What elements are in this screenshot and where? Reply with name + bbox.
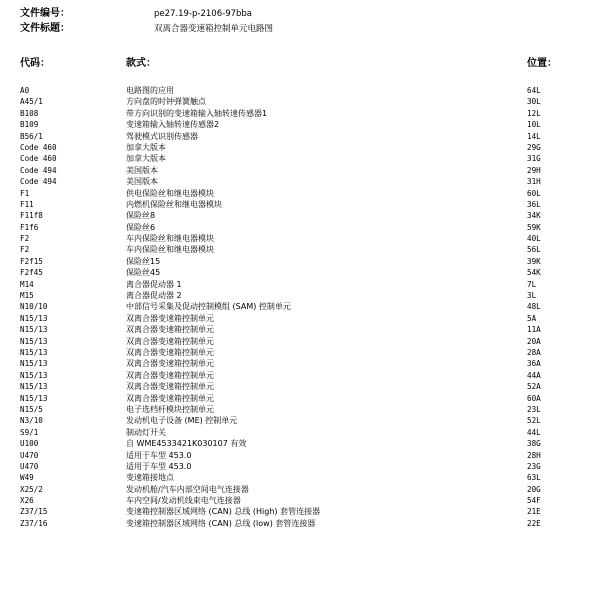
header-code: 代码： — [20, 58, 50, 69]
component-position: 5A — [527, 313, 537, 323]
component-code: N15/5 — [20, 404, 43, 414]
header-model: 款式： — [126, 58, 156, 69]
component-position: 39K — [527, 256, 541, 266]
component-position: 48L — [527, 302, 541, 312]
component-position: 59K — [527, 222, 541, 232]
table-row — [0, 85, 601, 96]
component-code: X26 — [20, 496, 34, 506]
component-code: B56/1 — [20, 131, 43, 141]
table-row — [0, 461, 601, 472]
component-position: 10L — [527, 120, 541, 130]
component-description: 双离合器变速箱控制单元 — [126, 336, 214, 346]
component-code: N15/13 — [20, 313, 48, 323]
component-description: 变速箱接地点 — [126, 473, 174, 483]
component-code: N15/13 — [20, 347, 48, 357]
table-row — [0, 222, 601, 233]
component-description: 变速箱输入轴转速传感器2 — [126, 120, 220, 130]
component-position: 60A — [527, 393, 541, 403]
component-code: Code 460 — [20, 142, 57, 152]
component-code: U470 — [20, 461, 39, 471]
table-row — [0, 256, 601, 267]
component-description: 双离合器变速箱控制单元 — [126, 325, 214, 335]
table-row — [0, 290, 601, 301]
component-description: 保险丝8 — [126, 211, 156, 221]
component-description: 双离合器变速箱控制单元 — [126, 393, 214, 403]
table-row — [0, 358, 601, 369]
component-description: 双离合器变速箱控制单元 — [126, 382, 214, 392]
table-row — [0, 188, 601, 199]
table-row — [0, 415, 601, 426]
table-row — [0, 347, 601, 358]
table-row — [0, 131, 601, 142]
component-position: 12L — [527, 108, 541, 118]
table-row — [0, 279, 601, 290]
component-description: 车内保险丝和继电器模块 — [126, 234, 214, 244]
component-description: 自 WME4533421K030107 有效 — [126, 439, 247, 449]
component-description: 加拿大版本 — [126, 142, 166, 152]
component-position: 40L — [527, 234, 541, 244]
table-row — [0, 427, 601, 438]
component-code: Z37/15 — [20, 507, 48, 517]
table-row — [0, 438, 601, 449]
component-position: 20A — [527, 336, 541, 346]
component-description: 车内空间/发动机线束电气连接器 — [126, 496, 241, 506]
component-description: 方向盘的时钟弹簧触点 — [126, 97, 206, 107]
component-description: 车内保险丝和继电器模块 — [126, 245, 214, 255]
table-row — [0, 119, 601, 130]
table-row — [0, 506, 601, 517]
component-description: 电子选档杆模块控制单元 — [126, 404, 214, 414]
table-row — [0, 142, 601, 153]
component-description: 双离合器变速箱控制单元 — [126, 359, 214, 369]
component-description: 制动灯开关 — [126, 427, 166, 437]
component-code: N10/10 — [20, 302, 48, 312]
component-description: 美国版本 — [126, 177, 158, 187]
component-position: 20G — [527, 484, 541, 494]
table-row — [0, 96, 601, 107]
component-code: S9/1 — [20, 427, 39, 437]
component-position: 7L — [527, 279, 537, 289]
component-code: U470 — [20, 450, 39, 460]
component-table — [0, 85, 601, 529]
component-code: M15 — [20, 291, 34, 301]
component-code: B109 — [20, 120, 39, 130]
component-code: F1 — [20, 188, 30, 198]
component-position: 54F — [527, 496, 541, 506]
component-code: B108 — [20, 108, 39, 118]
component-position: 44L — [527, 427, 541, 437]
component-position: 29G — [527, 142, 541, 152]
component-code: F2f45 — [20, 268, 43, 278]
component-position: 23G — [527, 461, 541, 471]
component-description: 双离合器变速箱控制单元 — [126, 347, 214, 357]
component-code: Code 494 — [20, 177, 57, 187]
component-code: N15/13 — [20, 336, 48, 346]
table-row — [0, 244, 601, 255]
component-code: N15/13 — [20, 382, 48, 392]
component-code: N15/13 — [20, 359, 48, 369]
component-description: 美国版本 — [126, 165, 158, 175]
component-description: 双离合器变速箱控制单元 — [126, 370, 214, 380]
component-description: 中部信号采集及促动控制模组 (SAM) 控制单元 — [126, 302, 291, 312]
component-position: 54K — [527, 268, 541, 278]
component-position: 30L — [527, 97, 541, 107]
table-row — [0, 233, 601, 244]
component-description: 双离合器变速箱控制单元 — [126, 313, 214, 323]
file-number-label: 文件编号： — [20, 8, 70, 19]
component-code: F11 — [20, 199, 34, 209]
component-position: 28A — [527, 347, 541, 357]
table-row — [0, 176, 601, 187]
component-position: 11A — [527, 325, 541, 335]
component-position: 14L — [527, 131, 541, 141]
component-code: F2f15 — [20, 256, 43, 266]
component-description: 保险丝45 — [126, 268, 161, 278]
component-code: F2 — [20, 245, 30, 255]
component-code: A45/1 — [20, 97, 43, 107]
table-row — [0, 153, 601, 164]
table-row — [0, 370, 601, 381]
component-position: 64L — [527, 86, 541, 95]
table-row — [0, 165, 601, 176]
file-number-value: pe27.19-p-2106-97bba — [154, 9, 253, 19]
component-code: N15/13 — [20, 370, 48, 380]
component-position: 31H — [527, 177, 541, 187]
file-title-value: 双离合器变速箱控制单元电路图 — [154, 24, 274, 34]
table-row — [0, 393, 601, 404]
component-position: 36A — [527, 359, 541, 369]
component-position: 56L — [527, 245, 541, 255]
table-row — [0, 313, 601, 324]
component-description: 适用于车型 453.0 — [126, 450, 192, 460]
component-code: N15/13 — [20, 325, 48, 335]
component-position: 21E — [527, 507, 541, 517]
component-position: 63L — [527, 473, 541, 483]
component-code: N3/10 — [20, 416, 43, 426]
component-code: F2 — [20, 234, 30, 244]
component-description: 内燃机保险丝和继电器模块 — [126, 199, 222, 209]
component-code: F1f6 — [20, 222, 39, 232]
component-description: 驾驶模式识别传感器 — [126, 131, 198, 141]
component-position: 52L — [527, 416, 541, 426]
table-row — [0, 381, 601, 392]
component-code: Code 460 — [20, 154, 57, 164]
file-title-label: 文件标题： — [20, 23, 70, 34]
table-row — [0, 210, 601, 221]
component-description: 变速箱控制器区域网络 (CAN) 总线 (low) 套管连接器 — [126, 518, 316, 528]
header-position: 位置： — [527, 58, 557, 69]
table-row — [0, 404, 601, 415]
component-description: 保险丝6 — [126, 222, 156, 232]
table-row — [0, 199, 601, 210]
table-row — [0, 336, 601, 347]
component-description: 适用于车型 453.0 — [126, 461, 192, 471]
component-code: W49 — [20, 473, 34, 483]
table-row — [0, 324, 601, 335]
component-position: 3L — [527, 291, 537, 301]
component-position: 36L — [527, 199, 541, 209]
table-row — [0, 484, 601, 495]
table-row — [0, 495, 601, 506]
component-description: 发动机舱/汽车内部空间电气连接器 — [126, 484, 249, 494]
component-code: A0 — [20, 86, 30, 95]
component-description: 加拿大版本 — [126, 154, 166, 164]
component-position: 28H — [527, 450, 541, 460]
component-position: 44A — [527, 370, 541, 380]
component-description: 变速箱控制器区域网络 (CAN) 总线 (High) 套管连接器 — [126, 507, 321, 517]
component-code: Code 494 — [20, 165, 57, 175]
component-description: 离合器促动器 2 — [126, 291, 182, 301]
table-row — [0, 472, 601, 483]
component-code: F11f8 — [20, 211, 43, 221]
component-position: 22E — [527, 518, 541, 528]
component-code: U100 — [20, 439, 39, 449]
component-code: Z37/16 — [20, 518, 48, 528]
component-description: 保险丝15 — [126, 256, 161, 266]
component-description: 供电保险丝和继电器模块 — [126, 188, 214, 198]
component-description: 离合器促动器 1 — [126, 279, 182, 289]
table-row — [0, 450, 601, 461]
component-position: 52A — [527, 382, 541, 392]
component-description: 发动机电子设备 (ME) 控制单元 — [126, 416, 238, 426]
component-position: 31G — [527, 154, 541, 164]
component-code: X25/2 — [20, 484, 43, 494]
component-position: 23L — [527, 404, 541, 414]
table-row — [0, 108, 601, 119]
component-position: 60L — [527, 188, 541, 198]
component-code: N15/13 — [20, 393, 48, 403]
component-description: 带方向识别的变速箱输入轴转速传感器1 — [126, 108, 268, 118]
component-position: 29H — [527, 165, 541, 175]
table-row — [0, 301, 601, 312]
table-row — [0, 518, 601, 529]
component-position: 38G — [527, 439, 541, 449]
component-code: M14 — [20, 279, 34, 289]
component-position: 34K — [527, 211, 541, 221]
table-row — [0, 267, 601, 278]
component-description: 电路图的应用 — [126, 86, 174, 95]
